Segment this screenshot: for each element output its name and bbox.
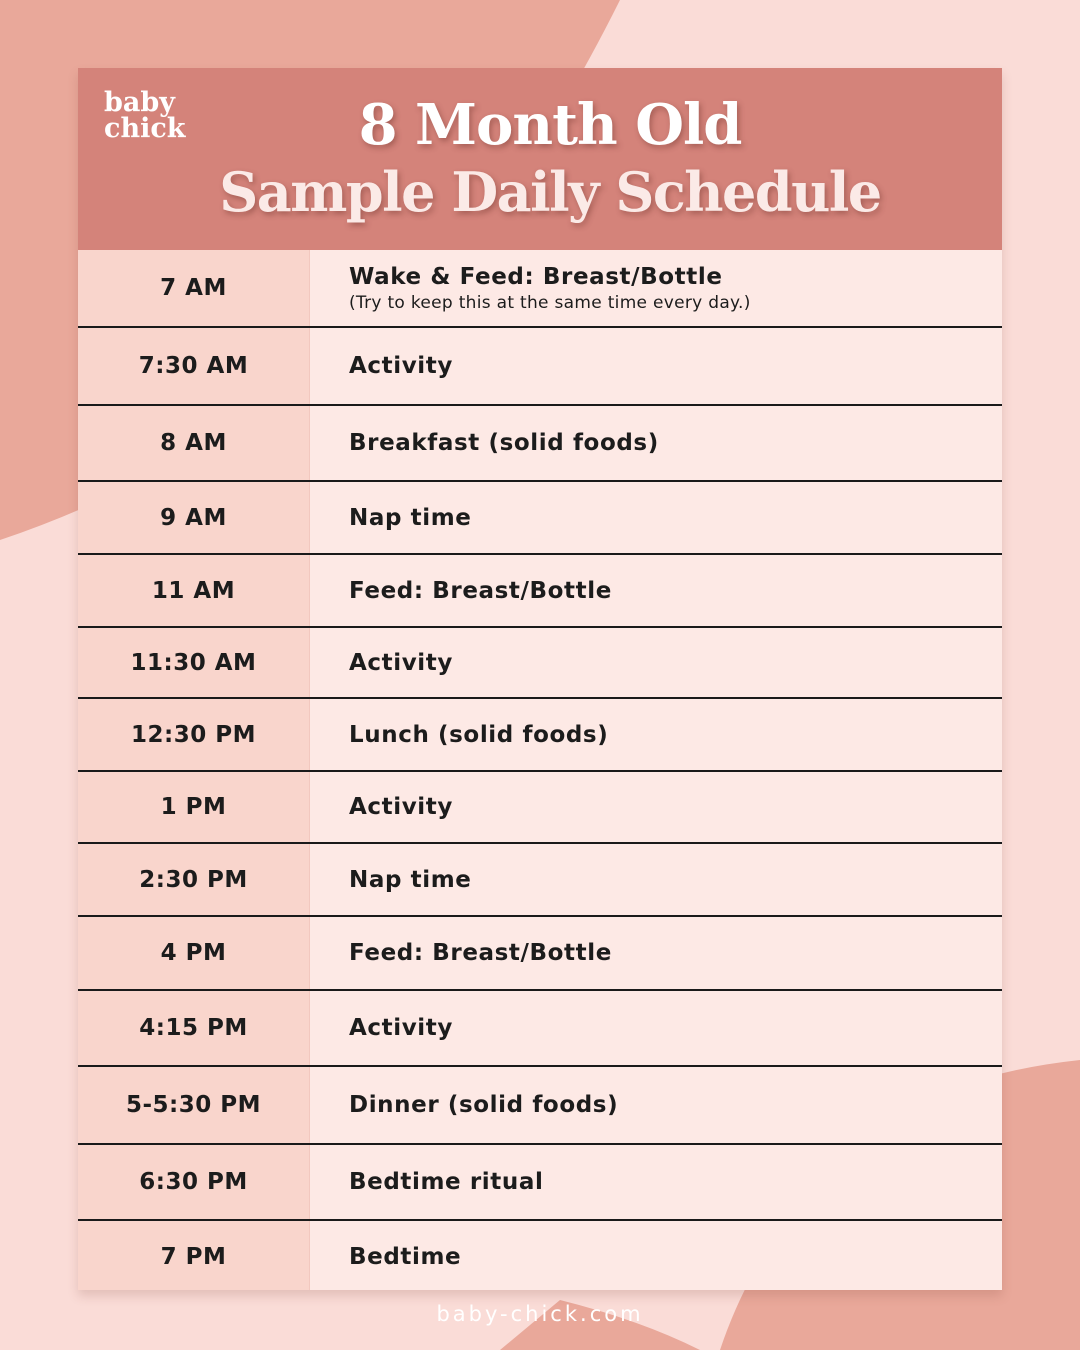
activity-cell <box>309 772 1002 842</box>
title-line-1: 8 Month Old <box>358 92 742 158</box>
time-cell: 5-5:30 PM <box>78 1067 309 1143</box>
schedule-row <box>78 989 1002 1065</box>
time-cell: 7 AM <box>78 250 309 326</box>
activity-cell <box>309 917 1002 989</box>
activity-cell <box>309 1067 1002 1143</box>
time-cell: 6:30 PM <box>78 1145 309 1219</box>
page-title <box>78 87 1002 226</box>
time-cell: 1 PM <box>78 772 309 842</box>
activity-cell <box>309 699 1002 770</box>
time-cell: 8 AM <box>78 406 309 480</box>
schedule-row <box>78 626 1002 697</box>
logo-line-2: chick <box>104 113 186 144</box>
time-cell: 11:30 AM <box>78 628 309 697</box>
time-cell: 4:15 PM <box>78 991 309 1065</box>
activity-cell <box>309 1221 1002 1290</box>
title-line-2: Sample Daily Schedule <box>219 160 881 224</box>
schedule-row <box>78 250 1002 326</box>
activity-label: Activity <box>349 794 453 820</box>
activity-cell <box>309 628 1002 697</box>
schedule-row <box>78 553 1002 626</box>
schedule-row <box>78 697 1002 770</box>
activity-label: Activity <box>349 649 453 676</box>
time-cell: 12:30 PM <box>78 699 309 770</box>
activity-label: Wake & Feed: Breast/Bottle <box>349 263 723 290</box>
activity-cell <box>309 250 1002 326</box>
time-cell: 2:30 PM <box>78 844 309 915</box>
activity-label: Feed: Breast/Bottle <box>349 940 612 966</box>
activity-label: Nap time <box>349 504 472 531</box>
schedule-row <box>78 326 1002 404</box>
schedule-row <box>78 842 1002 915</box>
schedule-table <box>78 250 1002 1290</box>
activity-label: Dinner (solid foods) <box>349 1092 619 1118</box>
activity-label: Activity <box>349 353 453 379</box>
website-url: baby-chick.com <box>436 1302 644 1326</box>
schedule-card <box>78 68 1002 1290</box>
schedule-row <box>78 770 1002 842</box>
activity-label: Lunch (solid foods) <box>349 721 609 748</box>
activity-note: (Try to keep this at the same time every day.) <box>349 292 751 313</box>
logo-line-1: baby <box>104 87 175 118</box>
activity-cell <box>309 1145 1002 1219</box>
schedule-row <box>78 915 1002 989</box>
activity-cell <box>309 555 1002 626</box>
time-cell: 7 PM <box>78 1221 309 1290</box>
schedule-row <box>78 1065 1002 1143</box>
activity-label: Breakfast (solid foods) <box>349 430 659 456</box>
activity-label: Activity <box>349 1015 453 1041</box>
activity-cell <box>309 482 1002 553</box>
activity-cell <box>309 844 1002 915</box>
schedule-row <box>78 404 1002 480</box>
time-cell: 11 AM <box>78 555 309 626</box>
schedule-row <box>78 480 1002 553</box>
schedule-row <box>78 1143 1002 1219</box>
time-cell: 4 PM <box>78 917 309 989</box>
activity-label: Bedtime ritual <box>349 1169 544 1195</box>
time-cell: 9 AM <box>78 482 309 553</box>
time-cell: 7:30 AM <box>78 328 309 404</box>
activity-label: Feed: Breast/Bottle <box>349 577 612 604</box>
activity-label: Nap time <box>349 866 472 893</box>
header-banner <box>78 68 1002 250</box>
activity-cell <box>309 328 1002 404</box>
activity-label: Bedtime <box>349 1243 462 1270</box>
schedule-row <box>78 1219 1002 1290</box>
activity-cell <box>309 991 1002 1065</box>
activity-cell <box>309 406 1002 480</box>
